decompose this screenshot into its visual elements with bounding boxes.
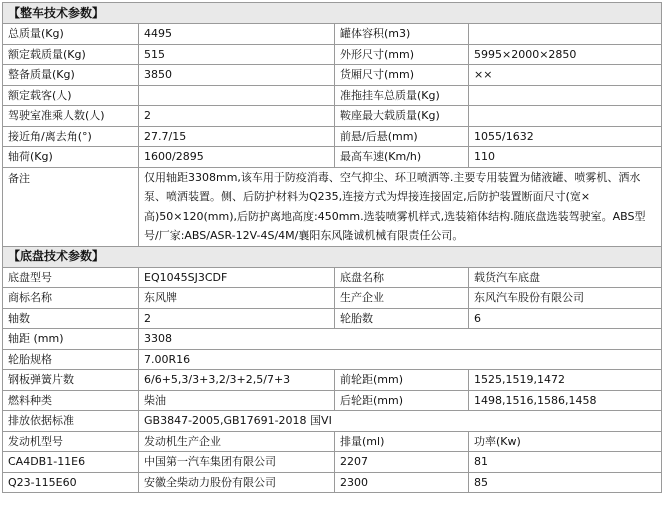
param-label: 轴数: [3, 308, 139, 329]
engine-header: 发动机生产企业: [139, 431, 335, 452]
table-row: [3, 24, 662, 45]
param-value: 1498,1516,1586,1458: [469, 390, 662, 411]
param-label: 轮胎规格: [3, 349, 139, 370]
param-value: 3308: [139, 329, 662, 350]
table-row: [3, 308, 662, 329]
param-value: 110: [469, 147, 662, 168]
param-value: GB3847-2005,GB17691-2018 国VI: [139, 411, 662, 432]
param-label: 轮胎数: [335, 308, 469, 329]
param-value: 2: [139, 308, 335, 329]
param-value: 6/6+5,3/3+3,2/3+2,5/7+3: [139, 370, 335, 391]
table-row: [3, 370, 662, 391]
param-label: 底盘型号: [3, 267, 139, 288]
param-value: 2: [139, 106, 335, 127]
table-row: [3, 349, 662, 370]
param-label: 底盘名称: [335, 267, 469, 288]
param-value: 1525,1519,1472: [469, 370, 662, 391]
table-row: [3, 411, 662, 432]
engine-cell: 安徽全柴动力股份有限公司: [139, 472, 335, 493]
spec-table: [2, 2, 662, 493]
param-label: 后轮距(mm): [335, 390, 469, 411]
table-row: [3, 452, 662, 473]
engine-cell: 2207: [335, 452, 469, 473]
param-label: 生产企业: [335, 288, 469, 309]
param-value: 东风汽车股份有限公司: [469, 288, 662, 309]
param-value: 1055/1632: [469, 126, 662, 147]
param-value: 7.00R16: [139, 349, 662, 370]
param-label: 整备质量(Kg): [3, 65, 139, 86]
param-value: 6: [469, 308, 662, 329]
param-value: EQ1045SJ3CDF: [139, 267, 335, 288]
table-row: [3, 147, 662, 168]
table-row: [3, 106, 662, 127]
param-label: 轴距 (mm): [3, 329, 139, 350]
param-label: 前悬/后悬(mm): [335, 126, 469, 147]
engine-cell: Q23-115E60: [3, 472, 139, 493]
param-value: [469, 106, 662, 127]
param-value: [469, 85, 662, 106]
param-value: [469, 24, 662, 45]
engine-cell: 81: [469, 452, 662, 473]
param-label: 接近角/离去角(°): [3, 126, 139, 147]
table-row: [3, 85, 662, 106]
param-value: ××: [469, 65, 662, 86]
param-label: 罐体容积(m3): [335, 24, 469, 45]
param-value: 柴油: [139, 390, 335, 411]
table-row: [3, 246, 662, 267]
table-row: [3, 267, 662, 288]
param-label: 钢板弹簧片数: [3, 370, 139, 391]
param-label: 前轮距(mm): [335, 370, 469, 391]
param-label: 燃料种类: [3, 390, 139, 411]
section-title-chassis: 【底盘技术参数】: [3, 246, 662, 267]
notes-label: 备注: [3, 167, 139, 246]
param-label: 货厢尺寸(mm): [335, 65, 469, 86]
param-value: 载货汽车底盘: [469, 267, 662, 288]
param-value: 1600/2895: [139, 147, 335, 168]
engine-header: 发动机型号: [3, 431, 139, 452]
table-row: [3, 329, 662, 350]
engine-cell: 85: [469, 472, 662, 493]
param-value: 5995×2000×2850: [469, 44, 662, 65]
param-value: 515: [139, 44, 335, 65]
param-value: [139, 85, 335, 106]
param-label: 最高车速(Km/h): [335, 147, 469, 168]
param-value: 东风牌: [139, 288, 335, 309]
table-row: [3, 65, 662, 86]
engine-cell: 2300: [335, 472, 469, 493]
engine-cell: 中国第一汽车集团有限公司: [139, 452, 335, 473]
engine-header: 功率(Kw): [469, 431, 662, 452]
param-label: 商标名称: [3, 288, 139, 309]
engine-header: 排量(ml): [335, 431, 469, 452]
table-row: [3, 431, 662, 452]
section-title-vehicle: 【整车技术参数】: [3, 3, 662, 24]
param-label: 外形尺寸(mm): [335, 44, 469, 65]
table-row: [3, 167, 662, 246]
table-row: [3, 288, 662, 309]
param-label: 驾驶室准乘人数(人): [3, 106, 139, 127]
param-label: 轴荷(Kg): [3, 147, 139, 168]
param-label: 总质量(Kg): [3, 24, 139, 45]
param-label: 额定载质量(Kg): [3, 44, 139, 65]
table-row: [3, 126, 662, 147]
notes-text: 仅用轴距3308mm,该车用于防疫消毒、空气抑尘、环卫喷洒等.主要专用装置为储液罐、喷雾机、洒水泵、喷洒装置。侧、后防护材料为Q235,连接方式为焊接连接固定,后防护装置断面尺寸(宽×高)50×120(mm),后防护离地高度:450mm.选装喷雾机样式,选装箱体结构.随底盘选装驾驶室。ABS型号/厂家:ABS/ASR-12V-4S/4M/襄阳东风隆诚机械有限责任公司。: [139, 167, 662, 246]
table-row: [3, 3, 662, 24]
table-row: [3, 390, 662, 411]
param-label: 准拖挂车总质量(Kg): [335, 85, 469, 106]
param-value: 27.7/15: [139, 126, 335, 147]
table-row: [3, 472, 662, 493]
param-value: 4495: [139, 24, 335, 45]
engine-cell: CA4DB1-11E6: [3, 452, 139, 473]
param-label: 额定载客(人): [3, 85, 139, 106]
param-label: 排放依据标准: [3, 411, 139, 432]
param-value: 3850: [139, 65, 335, 86]
param-label: 鞍座最大载质量(Kg): [335, 106, 469, 127]
table-row: [3, 44, 662, 65]
